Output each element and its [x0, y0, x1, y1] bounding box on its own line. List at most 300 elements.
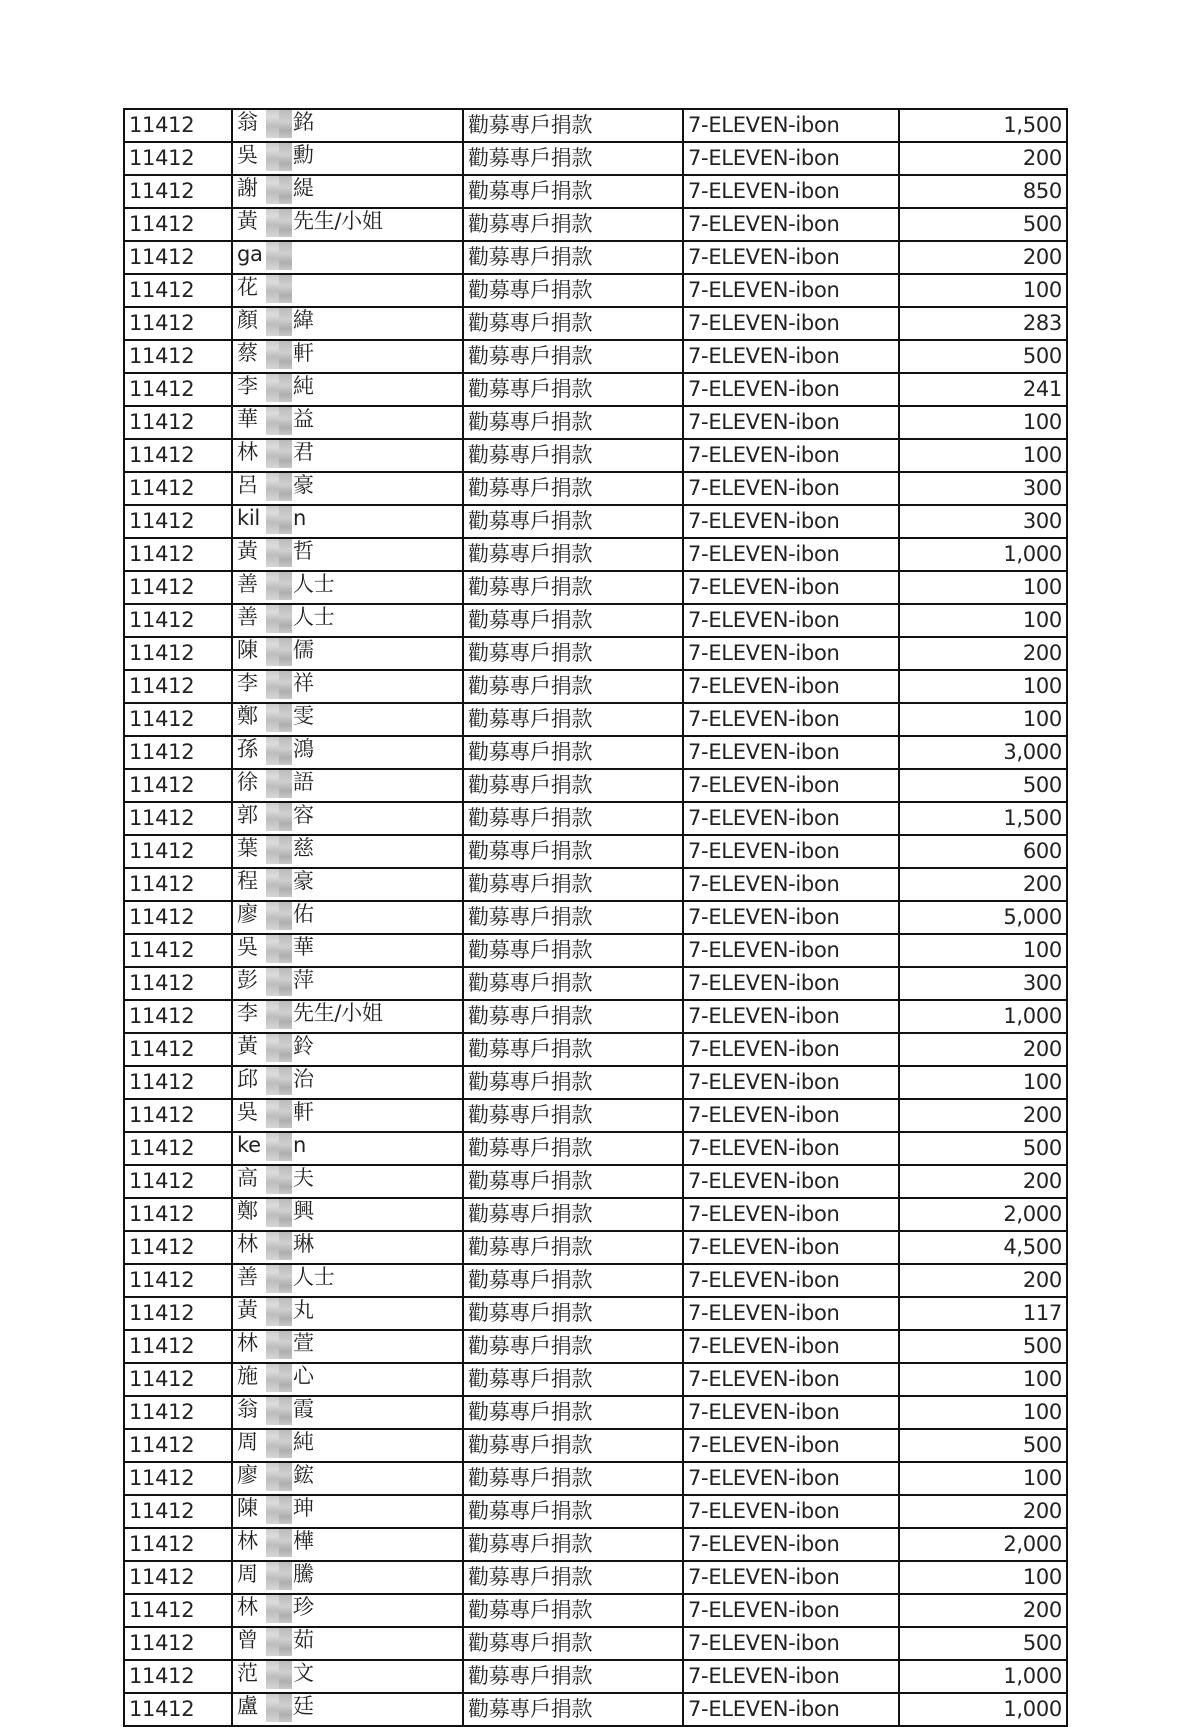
table-row	[124, 1561, 1067, 1594]
period-cell: 11412	[124, 472, 232, 505]
donor-name-cell	[232, 1396, 463, 1429]
donor-name-first: 翁	[237, 1397, 258, 1421]
channel-cell: 7-ELEVEN-ibon	[683, 1231, 899, 1264]
amount-cell: 4,500	[899, 1231, 1067, 1264]
donor-name-cell	[232, 967, 463, 1000]
donor-name	[237, 407, 458, 432]
redaction-mosaic	[266, 967, 292, 996]
description-cell: 勸募專戶捐款	[463, 406, 683, 439]
donor-name-cell	[232, 538, 463, 571]
redaction-mosaic	[266, 637, 292, 666]
donor-name	[237, 704, 458, 729]
amount-cell: 3,000	[899, 736, 1067, 769]
period-cell: 11412	[124, 1660, 232, 1693]
donor-name	[237, 803, 458, 828]
donor-name-last: 華	[293, 935, 314, 959]
donor-name-cell	[232, 769, 463, 802]
channel-cell: 7-ELEVEN-ibon	[683, 1198, 899, 1231]
donor-name-first: kil	[237, 506, 260, 530]
period-cell: 11412	[124, 1396, 232, 1429]
redaction-mosaic	[266, 1000, 292, 1029]
channel-cell: 7-ELEVEN-ibon	[683, 406, 899, 439]
amount-cell: 500	[899, 1429, 1067, 1462]
period-cell: 11412	[124, 1066, 232, 1099]
period-cell: 11412	[124, 1264, 232, 1297]
channel-cell: 7-ELEVEN-ibon	[683, 1561, 899, 1594]
period-cell: 11412	[124, 1132, 232, 1165]
redaction-mosaic	[266, 769, 292, 798]
redaction-mosaic	[266, 406, 292, 435]
description-cell: 勸募專戶捐款	[463, 604, 683, 637]
channel-cell: 7-ELEVEN-ibon	[683, 1627, 899, 1660]
donor-name-last: 文	[293, 1661, 314, 1685]
donor-name	[237, 440, 458, 465]
redaction-mosaic	[266, 1528, 292, 1557]
redaction-mosaic	[266, 1066, 292, 1095]
donor-name-last: 君	[293, 440, 314, 464]
donor-name-cell	[232, 1330, 463, 1363]
donor-name-last: 語	[293, 770, 314, 794]
description-cell: 勸募專戶捐款	[463, 835, 683, 868]
donor-name-first: 鄭	[237, 704, 258, 728]
donor-name	[237, 374, 458, 399]
donor-name	[237, 902, 458, 927]
donor-name-last: 豪	[293, 869, 314, 893]
donor-name-first: 盧	[237, 1694, 258, 1718]
donor-name-last: 純	[293, 1430, 314, 1454]
redaction-mosaic	[266, 274, 292, 303]
channel-cell: 7-ELEVEN-ibon	[683, 571, 899, 604]
amount-cell: 850	[899, 175, 1067, 208]
donor-name-cell	[232, 1099, 463, 1132]
channel-cell: 7-ELEVEN-ibon	[683, 1330, 899, 1363]
amount-cell: 200	[899, 241, 1067, 274]
donor-name-first: 周	[237, 1430, 258, 1454]
amount-cell: 200	[899, 1594, 1067, 1627]
donor-name-last: 益	[293, 407, 314, 431]
period-cell: 11412	[124, 1000, 232, 1033]
redaction-mosaic	[266, 1330, 292, 1359]
donor-name	[237, 1430, 458, 1455]
donor-name-first: 邱	[237, 1067, 258, 1091]
table-row	[124, 769, 1067, 802]
period-cell: 11412	[124, 175, 232, 208]
donor-name	[237, 242, 458, 267]
donor-name-first: 呂	[237, 473, 258, 497]
donor-name-cell	[232, 934, 463, 967]
donor-name-cell	[232, 1264, 463, 1297]
donor-name-first: 吳	[237, 935, 258, 959]
period-cell: 11412	[124, 307, 232, 340]
amount-cell: 500	[899, 340, 1067, 373]
period-cell: 11412	[124, 1297, 232, 1330]
donor-name-last: 緯	[293, 308, 314, 332]
amount-cell: 2,000	[899, 1528, 1067, 1561]
donor-name-cell	[232, 1594, 463, 1627]
redaction-mosaic	[266, 934, 292, 963]
description-cell: 勸募專戶捐款	[463, 1264, 683, 1297]
donor-name-cell	[232, 175, 463, 208]
redaction-mosaic	[266, 439, 292, 468]
donor-name-last: 珅	[293, 1496, 314, 1520]
donor-name-first: 陳	[237, 1496, 258, 1520]
amount-cell: 500	[899, 1330, 1067, 1363]
period-cell: 11412	[124, 1363, 232, 1396]
table-row	[124, 241, 1067, 274]
donor-name-cell	[232, 637, 463, 670]
amount-cell: 500	[899, 1132, 1067, 1165]
table-row	[124, 802, 1067, 835]
period-cell: 11412	[124, 439, 232, 472]
period-cell: 11412	[124, 109, 232, 142]
table-row	[124, 637, 1067, 670]
amount-cell: 100	[899, 604, 1067, 637]
donor-name-first: 吳	[237, 143, 258, 167]
redaction-mosaic	[266, 901, 292, 930]
donor-name-last: 廷	[293, 1694, 314, 1718]
donor-name	[237, 1331, 458, 1356]
channel-cell: 7-ELEVEN-ibon	[683, 307, 899, 340]
donor-name-last: 鈴	[293, 1034, 314, 1058]
donor-name-last: 人士	[293, 572, 335, 596]
description-cell: 勸募專戶捐款	[463, 307, 683, 340]
donor-name-last: 佑	[293, 902, 314, 926]
donor-name-first: 黃	[237, 1034, 258, 1058]
donor-name	[237, 737, 458, 762]
amount-cell: 200	[899, 1495, 1067, 1528]
channel-cell: 7-ELEVEN-ibon	[683, 868, 899, 901]
amount-cell: 200	[899, 1165, 1067, 1198]
channel-cell: 7-ELEVEN-ibon	[683, 1495, 899, 1528]
donor-name-cell	[232, 1231, 463, 1264]
donor-name-first: 郭	[237, 803, 258, 827]
description-cell: 勸募專戶捐款	[463, 1000, 683, 1033]
donor-name-last: 儒	[293, 638, 314, 662]
donor-name-cell	[232, 142, 463, 175]
period-cell: 11412	[124, 637, 232, 670]
description-cell: 勸募專戶捐款	[463, 769, 683, 802]
donor-name-last: n	[293, 1133, 307, 1157]
redaction-mosaic	[266, 1297, 292, 1326]
donor-name	[237, 572, 458, 597]
amount-cell: 300	[899, 472, 1067, 505]
donor-name-cell	[232, 868, 463, 901]
channel-cell: 7-ELEVEN-ibon	[683, 1660, 899, 1693]
redaction-mosaic	[266, 1132, 292, 1161]
donor-name-cell	[232, 1132, 463, 1165]
donor-name	[237, 1298, 458, 1323]
donor-name-first: 程	[237, 869, 258, 893]
table-row	[124, 1396, 1067, 1429]
donor-name	[237, 176, 458, 201]
donor-name-first: 黃	[237, 1298, 258, 1322]
donor-name-first: 李	[237, 1001, 258, 1025]
donor-name-cell	[232, 703, 463, 736]
table-row	[124, 142, 1067, 175]
amount-cell: 100	[899, 1363, 1067, 1396]
table-row	[124, 1660, 1067, 1693]
donor-name-last: 緹	[293, 176, 314, 200]
donor-name	[237, 1397, 458, 1422]
donor-name	[237, 143, 458, 168]
redaction-mosaic	[266, 1462, 292, 1491]
table-row	[124, 670, 1067, 703]
table-row	[124, 1165, 1067, 1198]
donor-name-cell	[232, 109, 463, 142]
table-row	[124, 505, 1067, 538]
description-cell: 勸募專戶捐款	[463, 1033, 683, 1066]
period-cell: 11412	[124, 1099, 232, 1132]
donor-name	[237, 1133, 458, 1158]
donor-name-first: 彭	[237, 968, 258, 992]
donor-name	[237, 1166, 458, 1191]
period-cell: 11412	[124, 1561, 232, 1594]
amount-cell: 1,500	[899, 802, 1067, 835]
amount-cell: 600	[899, 835, 1067, 868]
description-cell: 勸募專戶捐款	[463, 1660, 683, 1693]
channel-cell: 7-ELEVEN-ibon	[683, 373, 899, 406]
redaction-mosaic	[266, 1429, 292, 1458]
amount-cell: 500	[899, 769, 1067, 802]
period-cell: 11412	[124, 868, 232, 901]
redaction-mosaic	[266, 1165, 292, 1194]
donor-name-cell	[232, 1066, 463, 1099]
donor-name	[237, 1364, 458, 1389]
donor-name-last: 軒	[293, 341, 314, 365]
donor-name-last: 茹	[293, 1628, 314, 1652]
amount-cell: 200	[899, 1099, 1067, 1132]
donor-name-cell	[232, 1297, 463, 1330]
table-row	[124, 340, 1067, 373]
channel-cell: 7-ELEVEN-ibon	[683, 703, 899, 736]
period-cell: 11412	[124, 1462, 232, 1495]
channel-cell: 7-ELEVEN-ibon	[683, 604, 899, 637]
description-cell: 勸募專戶捐款	[463, 1462, 683, 1495]
description-cell: 勸募專戶捐款	[463, 109, 683, 142]
description-cell: 勸募專戶捐款	[463, 670, 683, 703]
donor-name	[237, 341, 458, 366]
redaction-mosaic	[266, 1198, 292, 1227]
channel-cell: 7-ELEVEN-ibon	[683, 1396, 899, 1429]
donor-name-first: 葉	[237, 836, 258, 860]
donor-name-cell	[232, 1462, 463, 1495]
donor-name-last: 容	[293, 803, 314, 827]
period-cell: 11412	[124, 967, 232, 1000]
table-row	[124, 1462, 1067, 1495]
channel-cell: 7-ELEVEN-ibon	[683, 1264, 899, 1297]
description-cell: 勸募專戶捐款	[463, 1528, 683, 1561]
period-cell: 11412	[124, 208, 232, 241]
donor-name	[237, 1265, 458, 1290]
donor-name	[237, 1694, 458, 1719]
donor-name-last: 銘	[293, 110, 314, 134]
donor-name-last: 軒	[293, 1100, 314, 1124]
description-cell: 勸募專戶捐款	[463, 1297, 683, 1330]
table-row	[124, 967, 1067, 1000]
amount-cell: 100	[899, 571, 1067, 604]
redaction-mosaic	[266, 571, 292, 600]
redaction-mosaic	[266, 670, 292, 699]
donor-name-last: 樺	[293, 1529, 314, 1553]
donor-name-last: 珍	[293, 1595, 314, 1619]
description-cell: 勸募專戶捐款	[463, 868, 683, 901]
period-cell: 11412	[124, 274, 232, 307]
donor-name	[237, 968, 458, 993]
channel-cell: 7-ELEVEN-ibon	[683, 109, 899, 142]
donor-name-first: 徐	[237, 770, 258, 794]
redaction-mosaic	[266, 1495, 292, 1524]
donor-name	[237, 638, 458, 663]
amount-cell: 100	[899, 274, 1067, 307]
donor-name-first: 廖	[237, 902, 258, 926]
donor-name-cell	[232, 802, 463, 835]
donor-name-last: 慈	[293, 836, 314, 860]
donor-name	[237, 1232, 458, 1257]
table-row	[124, 1000, 1067, 1033]
period-cell: 11412	[124, 1033, 232, 1066]
channel-cell: 7-ELEVEN-ibon	[683, 901, 899, 934]
amount-cell: 100	[899, 670, 1067, 703]
donor-name	[237, 935, 458, 960]
description-cell: 勸募專戶捐款	[463, 241, 683, 274]
donor-name-first: 蔡	[237, 341, 258, 365]
donor-name-first: 孫	[237, 737, 258, 761]
description-cell: 勸募專戶捐款	[463, 439, 683, 472]
amount-cell: 200	[899, 1033, 1067, 1066]
description-cell: 勸募專戶捐款	[463, 1066, 683, 1099]
donor-name-cell	[232, 274, 463, 307]
redaction-mosaic	[266, 1660, 292, 1689]
amount-cell: 100	[899, 1396, 1067, 1429]
donor-name-first: 鄭	[237, 1199, 258, 1223]
redaction-mosaic	[266, 1033, 292, 1062]
donor-name-first: 花	[237, 275, 258, 299]
donor-name-cell	[232, 1495, 463, 1528]
channel-cell: 7-ELEVEN-ibon	[683, 505, 899, 538]
donor-name-last: 騰	[293, 1562, 314, 1586]
donor-name	[237, 1463, 458, 1488]
donor-name-last: 勳	[293, 143, 314, 167]
description-cell: 勸募專戶捐款	[463, 1429, 683, 1462]
donor-name	[237, 1001, 458, 1026]
donor-name	[237, 770, 458, 795]
donor-name	[237, 473, 458, 498]
table-row	[124, 1429, 1067, 1462]
donor-name-cell	[232, 670, 463, 703]
period-cell: 11412	[124, 1330, 232, 1363]
donor-name	[237, 1067, 458, 1092]
channel-cell: 7-ELEVEN-ibon	[683, 208, 899, 241]
donor-name-cell	[232, 1660, 463, 1693]
channel-cell: 7-ELEVEN-ibon	[683, 1132, 899, 1165]
period-cell: 11412	[124, 373, 232, 406]
channel-cell: 7-ELEVEN-ibon	[683, 472, 899, 505]
period-cell: 11412	[124, 934, 232, 967]
redaction-mosaic	[266, 1363, 292, 1392]
amount-cell: 200	[899, 868, 1067, 901]
channel-cell: 7-ELEVEN-ibon	[683, 142, 899, 175]
amount-cell: 1,000	[899, 1693, 1067, 1726]
redaction-mosaic	[266, 736, 292, 765]
donor-name-first: 善	[237, 572, 258, 596]
donor-name-last: 心	[293, 1364, 314, 1388]
description-cell: 勸募專戶捐款	[463, 1231, 683, 1264]
donor-name-cell	[232, 1627, 463, 1660]
redaction-mosaic	[266, 472, 292, 501]
amount-cell: 500	[899, 208, 1067, 241]
amount-cell: 1,000	[899, 1660, 1067, 1693]
donor-name-cell	[232, 1165, 463, 1198]
description-cell: 勸募專戶捐款	[463, 1198, 683, 1231]
donor-name-first: 林	[237, 1595, 258, 1619]
description-cell: 勸募專戶捐款	[463, 901, 683, 934]
donor-name-last: 祥	[293, 671, 314, 695]
amount-cell: 200	[899, 142, 1067, 175]
donor-name	[237, 1595, 458, 1620]
table-row	[124, 1033, 1067, 1066]
donor-name-cell	[232, 307, 463, 340]
donor-name-first: ke	[237, 1133, 261, 1157]
channel-cell: 7-ELEVEN-ibon	[683, 538, 899, 571]
description-cell: 勸募專戶捐款	[463, 1330, 683, 1363]
table-row	[124, 1528, 1067, 1561]
donor-name-last: 丸	[293, 1298, 314, 1322]
amount-cell: 200	[899, 1264, 1067, 1297]
donor-name-last: 鴻	[293, 737, 314, 761]
donor-name	[237, 539, 458, 564]
channel-cell: 7-ELEVEN-ibon	[683, 802, 899, 835]
table-row	[124, 538, 1067, 571]
table-row	[124, 1066, 1067, 1099]
donor-name-last: 興	[293, 1199, 314, 1223]
redaction-mosaic	[266, 175, 292, 204]
donor-name-last: 琳	[293, 1232, 314, 1256]
donor-name-cell	[232, 571, 463, 604]
donor-name-first: 陳	[237, 638, 258, 662]
donor-name-cell	[232, 835, 463, 868]
redaction-mosaic	[266, 340, 292, 369]
donor-name-last: 先生/小姐	[293, 1001, 383, 1025]
table-row	[124, 1297, 1067, 1330]
period-cell: 11412	[124, 505, 232, 538]
donor-name-first: 翁	[237, 110, 258, 134]
table-row	[124, 1198, 1067, 1231]
amount-cell: 241	[899, 373, 1067, 406]
channel-cell: 7-ELEVEN-ibon	[683, 340, 899, 373]
amount-cell: 300	[899, 967, 1067, 1000]
channel-cell: 7-ELEVEN-ibon	[683, 439, 899, 472]
description-cell: 勸募專戶捐款	[463, 934, 683, 967]
channel-cell: 7-ELEVEN-ibon	[683, 637, 899, 670]
description-cell: 勸募專戶捐款	[463, 340, 683, 373]
donor-name-first: 林	[237, 1331, 258, 1355]
donor-name	[237, 1562, 458, 1587]
description-cell: 勸募專戶捐款	[463, 1165, 683, 1198]
period-cell: 11412	[124, 604, 232, 637]
table-row	[124, 835, 1067, 868]
amount-cell: 283	[899, 307, 1067, 340]
amount-cell: 100	[899, 1462, 1067, 1495]
donor-name	[237, 1661, 458, 1686]
table-row	[124, 1627, 1067, 1660]
donor-name-last: 人士	[293, 1265, 335, 1289]
donor-name-last: 萱	[293, 1331, 314, 1355]
channel-cell: 7-ELEVEN-ibon	[683, 1528, 899, 1561]
period-cell: 11412	[124, 1495, 232, 1528]
description-cell: 勸募專戶捐款	[463, 208, 683, 241]
donor-name	[237, 671, 458, 696]
amount-cell: 100	[899, 1561, 1067, 1594]
